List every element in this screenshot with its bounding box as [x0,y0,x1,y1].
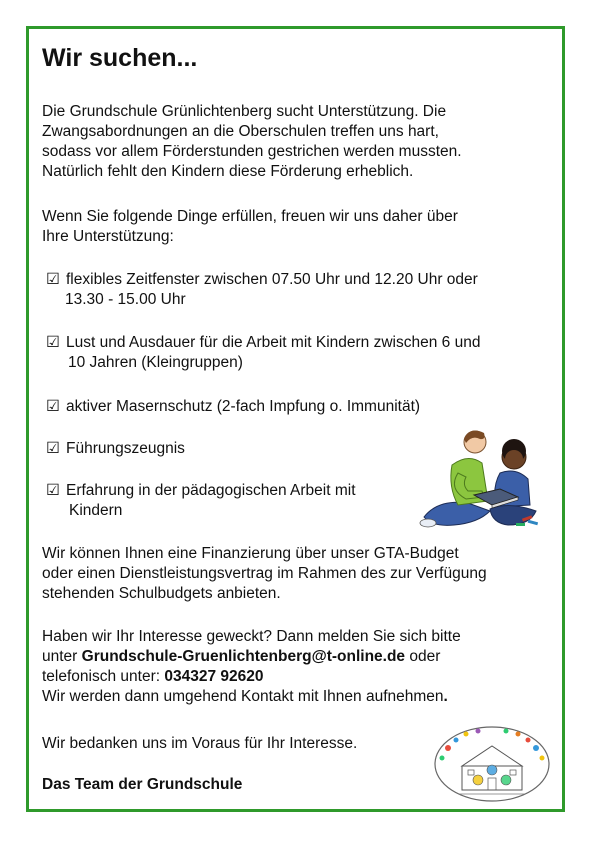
contact-line: Haben wir Ihr Interesse geweckt? Dann melden Sie sich bitte [42,628,461,645]
email-address[interactable]: Grundschule-Gruenlichtenberg@t-online.de [81,648,406,665]
contact-paragraph [42,627,461,707]
school-logo-drawing [432,722,552,804]
requirements-intro-line: Ihre Unterstützung: [42,228,174,245]
intro-line: sodass vor allem Förderstunden gestrichen werden mussten. [42,143,462,160]
checkbox-icon: ☑ [46,482,60,499]
checkbox-icon: ☑ [46,398,60,415]
intro-line: Zwangsabordnungen an die Oberschulen treffen uns hart, [42,123,439,140]
financing-line: oder einen Dienstleistungsvertrag im Rahmen des zur Verfügung [42,565,487,582]
man-and-child-reading-illustration [418,425,544,535]
contact-phone-line: telefonisch unter: 034327 92620 [42,668,264,685]
financing-paragraph [42,544,487,604]
intro-line: Natürlich fehlt den Kindern diese Förderung erheblich. [42,163,414,180]
thanks-text: Wir bedanken uns im Voraus für Ihr Interesse. [42,735,358,752]
signature: Das Team der Grundschule [42,776,243,793]
requirements-intro-line: Wenn Sie folgende Dinge erfüllen, freuen wir uns daher über [42,208,458,225]
phone-number[interactable]: 034327 92620 [164,668,264,685]
intro-paragraph [42,102,462,182]
checkbox-icon: ☑ [46,271,60,288]
financing-line: Wir können Ihnen eine Finanzierung über unser GTA-Budget [42,545,459,562]
checkbox-icon: ☑ [46,334,60,351]
intro-line: Die Grundschule Grünlichtenberg sucht Unterstützung. Die [42,103,447,120]
contact-email-line: unter Grundschule-Gruenlichtenberg@t-online.de oder [42,648,441,665]
requirements-intro [42,207,458,247]
contact-closing-line: Wir werden dann umgehend Kontakt mit Ihnen aufnehmen. [42,688,448,705]
checkbox-icon: ☑ [46,440,60,457]
page-title: Wir suchen... [42,44,198,72]
financing-line: stehenden Schulbudgets anbieten. [42,585,281,602]
